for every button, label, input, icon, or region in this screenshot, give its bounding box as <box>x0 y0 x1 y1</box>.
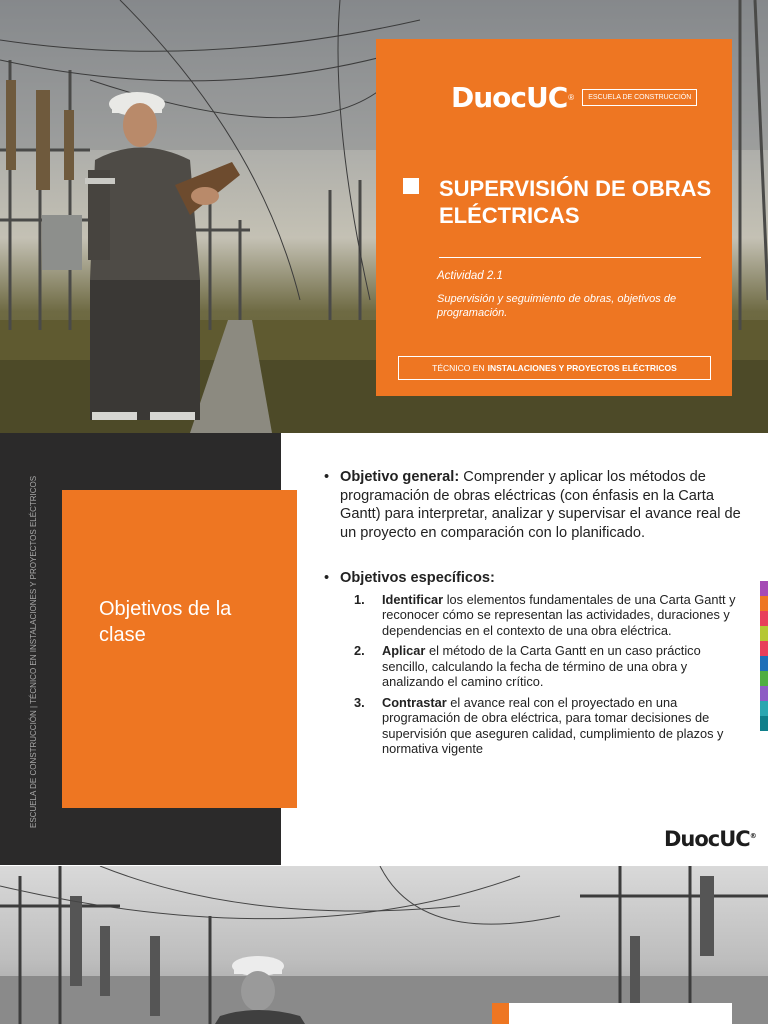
item-verb: Aplicar <box>382 643 426 658</box>
next-slide-preview <box>0 866 768 1024</box>
strip-segment <box>760 581 768 596</box>
item-number: 2. <box>354 643 365 658</box>
program-label-box <box>398 356 711 380</box>
title-marker-icon <box>492 1003 509 1024</box>
objectives-content <box>322 468 742 762</box>
card-title: Objetivos de la clase <box>99 598 232 646</box>
logo-wordmark: DuocUC <box>451 81 568 114</box>
vertical-footer-text: ESCUELA DE CONSTRUCCIÓN | TÉCNICO EN INSTALACIONES Y PROYECTOS ELÉCTRICOS <box>29 475 38 828</box>
strip-segment <box>760 641 768 656</box>
brand-color-strip <box>760 581 768 731</box>
title-marker-icon <box>403 178 419 194</box>
duoc-logo-footer <box>664 827 756 851</box>
item-text: el avance real con el proyectado en una programación de obra eléctrica, para tomar decisiones de supervisión que aseguren calidad, cumplimiento de plazos y normativa vigente <box>382 694 724 756</box>
general-objective <box>322 468 742 542</box>
substation-photo-grayscale <box>0 866 768 1024</box>
title-panel <box>376 39 732 396</box>
item-verb: Identificar <box>382 591 444 607</box>
list-item <box>322 592 742 639</box>
specific-objectives-label: Objetivos específicos: <box>340 570 495 586</box>
strip-segment <box>760 626 768 641</box>
cover-slide <box>0 0 768 433</box>
program-name: INSTALACIONES Y PROYECTOS ELÉCTRICOS <box>487 363 677 373</box>
logo-wordmark: DuocUC <box>664 827 750 851</box>
duoc-logo <box>451 81 697 114</box>
strip-segment <box>760 611 768 626</box>
item-text: los elementos fundamentales de una Carta Gantt y reconocer cómo se representan las actividades, duraciones y dependencias en el contexto de una obra eléctrica. <box>382 591 736 638</box>
logo-registered-mark: ® <box>568 93 575 102</box>
item-verb: Contrastar <box>382 694 447 710</box>
specific-objectives-list <box>322 592 742 757</box>
strip-segment <box>760 701 768 716</box>
strip-segment <box>760 596 768 611</box>
specific-objectives <box>322 569 742 588</box>
logo-registered-mark: ® <box>749 832 756 840</box>
objectives-card <box>62 490 297 808</box>
item-number: 3. <box>354 694 365 710</box>
strip-segment <box>760 656 768 671</box>
title-divider <box>439 257 701 258</box>
activity-label: Actividad 2.1 <box>437 270 503 282</box>
item-text: el método de la Carta Gantt en un caso práctico sencillo, calculando la fecha de término de una obra y analizando el camino crítico. <box>382 643 701 689</box>
activity-description: Supervisión y seguimiento de obras, objetivos de programación. <box>437 293 677 319</box>
item-number: 1. <box>354 591 365 607</box>
objectives-slide <box>0 433 768 865</box>
title-panel-edge <box>509 1003 732 1024</box>
strip-segment <box>760 671 768 686</box>
list-item <box>322 695 742 757</box>
program-prefix: TÉCNICO EN <box>432 363 485 373</box>
general-objective-text: Comprender y aplicar los métodos de programación de obras eléctricas (con énfasis en la Carta Gantt) para interpretar, analizar y supervisar el avance real de un proyecto en comparación con lo planificado. <box>340 469 741 541</box>
general-objective-label: Objetivo general: <box>340 469 460 485</box>
strip-segment <box>760 686 768 701</box>
presentation-title: SUPERVISIÓN DE OBRAS ELÉCTRICAS <box>439 176 712 228</box>
strip-segment <box>760 716 768 731</box>
logo-school-label: ESCUELA DE CONSTRUCCIÓN <box>582 89 697 106</box>
list-item <box>322 643 742 690</box>
